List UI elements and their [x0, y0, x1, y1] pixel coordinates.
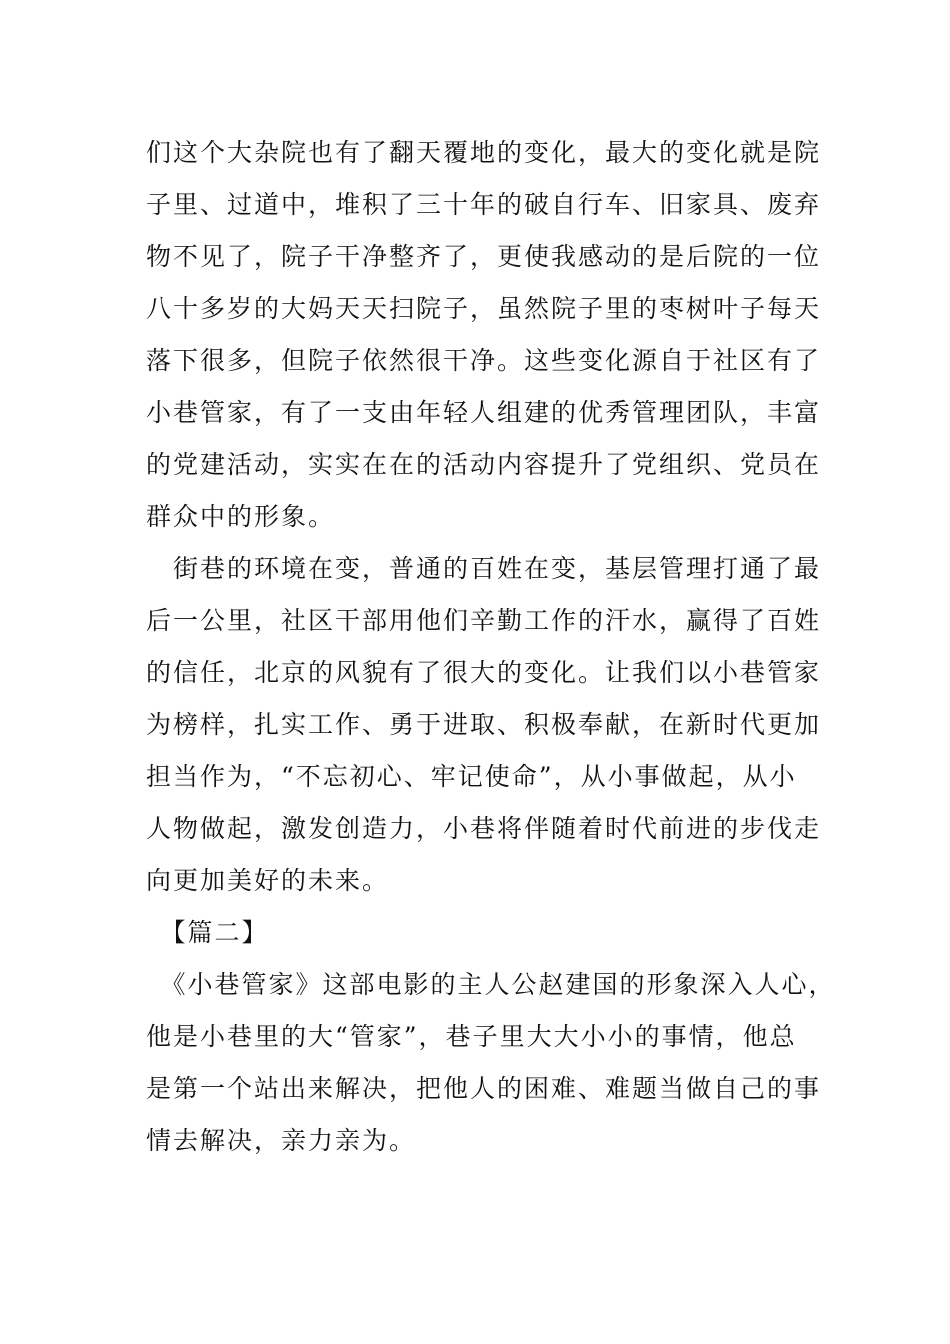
text-line: 街巷的环境在变，普通的百姓在变，基层管理打通了最 — [146, 554, 822, 583]
text-line: 八十多岁的大妈天天扫院子，虽然院子里的枣树叶子每天 — [146, 294, 822, 323]
text-line: 子里、过道中，堆积了三十年的破自行车、旧家具、废弃 — [146, 190, 822, 219]
text-line: 是第一个站出来解决，把他人的困难、难题当做自己的事 — [146, 1074, 822, 1103]
section-heading: 【篇二】 — [146, 918, 269, 947]
text-line: 他是小巷里的大“管家”，巷子里大大小小的事情，他总 — [146, 1022, 797, 1051]
text-line: 们这个大杂院也有了翻天覆地的变化，最大的变化就是院 — [146, 138, 822, 167]
text-line: 后一公里，社区干部用他们辛勤工作的汗水，赢得了百姓 — [146, 606, 822, 635]
text-line: 的党建活动，实实在在的活动内容提升了党组织、党员在 — [146, 450, 822, 479]
text-line: 群众中的形象。 — [146, 502, 336, 531]
text-line: 情去解决，亲力亲为。 — [146, 1126, 417, 1155]
text-line: 落下很多，但院子依然很干净。这些变化源自于社区有了 — [146, 346, 822, 375]
text-line: 的信任，北京的风貌有了很大的变化。让我们以小巷管家 — [146, 658, 822, 687]
text-line: 为榜样，扎实工作、勇于进取、积极奉献，在新时代更加 — [146, 710, 822, 739]
text-line: 担当作为，“不忘初心、牢记使命”，从小事做起，从小 — [146, 762, 797, 791]
document-body — [146, 127, 836, 1167]
text-line: 物不见了，院子干净整齐了，更使我感动的是后院的一位 — [146, 242, 822, 271]
text-line: 人物做起，激发创造力，小巷将伴随着时代前进的步伐走 — [146, 814, 822, 843]
text-line: 小巷管家，有了一支由年轻人组建的优秀管理团队，丰富 — [146, 398, 822, 427]
text-line: 《小巷管家》这部电影的主人公赵建国的形象深入人心， — [146, 970, 836, 999]
text-line: 向更加美好的未来。 — [146, 866, 390, 895]
